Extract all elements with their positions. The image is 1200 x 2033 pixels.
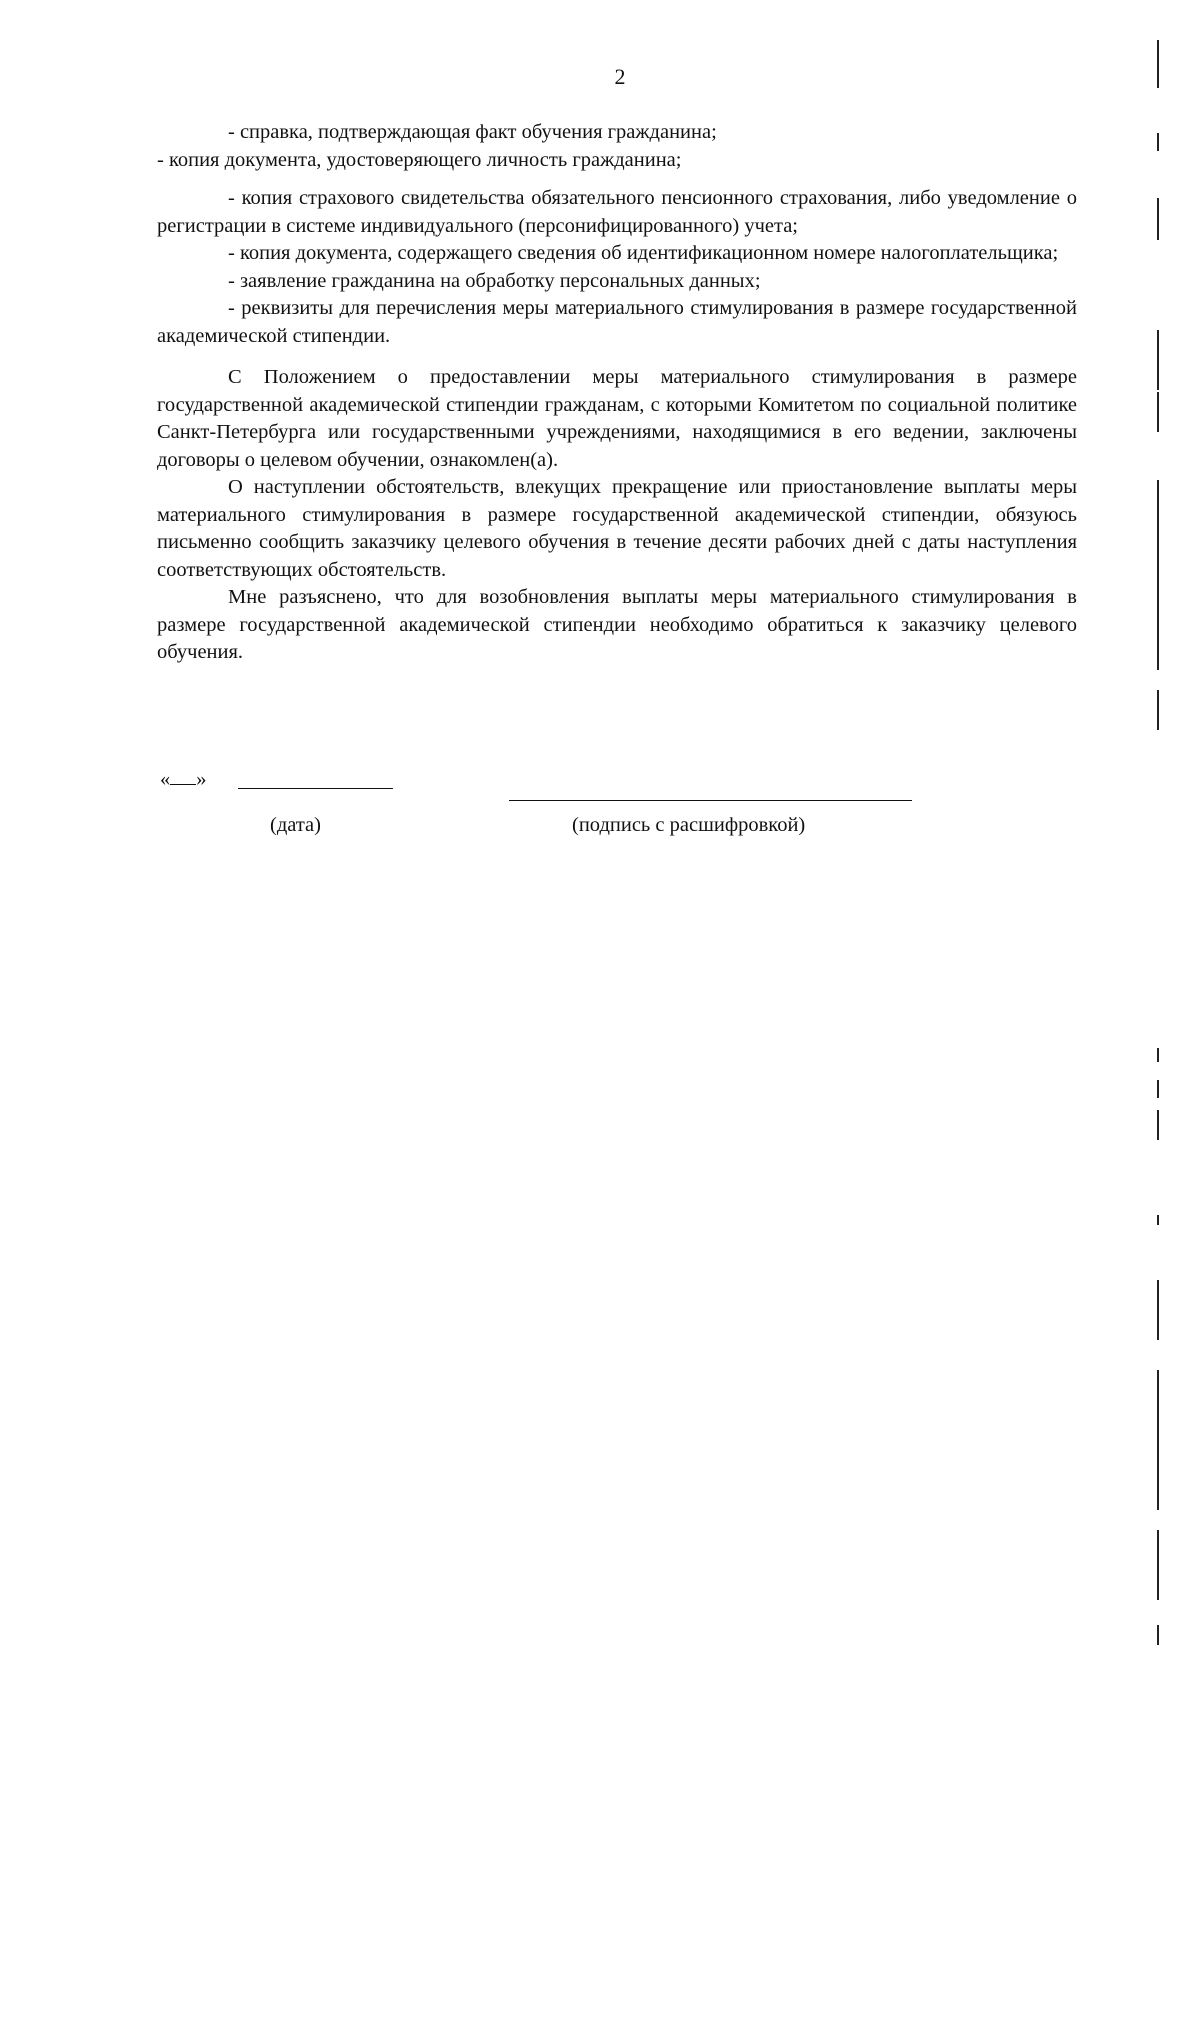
paragraph-acknowledgement: С Положением о предоставлении меры материального стимулирования в размере государственной академической стипендии гражданам, с которыми Комитетом по социальной политике Санкт-Петербурга или государственными учреждениями, находящимися в его ведении, заключены договоры о целевом обучении, ознакомлен(а). [157, 366, 1077, 471]
date-caption: (дата) [270, 814, 321, 836]
list-item-identity-document: - копия документа, удостоверяющего личность гражданина; [157, 148, 682, 171]
close-quote: » [196, 768, 207, 790]
scan-mark [1157, 1280, 1159, 1340]
paragraph-explanation: Мне разъяснено, что для возобновления выплаты меры материального стимулирования в размере государственной академической стипендии необходимо обратиться к заказчику целевого обучения. [157, 586, 1077, 663]
day-blank [170, 766, 196, 785]
signature-block [0, 766, 1200, 846]
scan-mark [1157, 1370, 1159, 1510]
open-quote: « [160, 768, 171, 790]
list-item-bank-details: - реквизиты для перечисления меры материального стимулирования в размере государственной академической стипендии. [157, 297, 1077, 347]
scan-mark [1157, 198, 1159, 240]
page-number: 2 [614, 64, 626, 89]
scan-margin-artifacts [1155, 0, 1163, 2033]
scan-mark [1157, 1530, 1159, 1600]
scan-mark [1157, 1048, 1159, 1062]
document-body [157, 119, 1077, 667]
scan-mark [1157, 330, 1159, 390]
signature-caption: (подпись с расшифровкой) [572, 814, 806, 836]
signature-line [509, 800, 912, 801]
date-month-line [238, 788, 393, 789]
list-item-personal-data-consent: - заявление гражданина на обработку персональных данных; [228, 269, 761, 292]
scan-mark [1157, 133, 1159, 151]
list-item-study-certificate: - справка, подтверждающая факт обучения гражданина; [228, 121, 717, 143]
spacer [157, 350, 1077, 364]
scan-mark [1157, 392, 1159, 432]
scan-mark [1157, 1625, 1159, 1645]
spacer [157, 174, 1077, 185]
scan-mark [1157, 1080, 1159, 1098]
scan-mark [1157, 1215, 1159, 1225]
date-day-field [160, 766, 207, 791]
scan-mark [1157, 480, 1159, 670]
list-item-tax-number: - копия документа, содержащего сведения об идентификационном номере налогоплательщика; [228, 242, 1059, 264]
paragraph-obligation: О наступлении обстоятельств, влекущих прекращение или приостановление выплаты меры материального стимулирования в размере государственной академической стипендии, обязуюсь письменно сообщить заказчику целевого обучения в течение десяти рабочих дней с даты наступления соответствующих обстоятельств. [157, 476, 1077, 581]
scan-mark [1157, 690, 1159, 730]
scan-mark [1157, 1110, 1159, 1140]
list-item-pension-certificate: - копия страхового свидетельства обязательного пенсионного страхования, либо уведомление о регистрации в системе индивидуального (персонифицированного) учета; [157, 187, 1077, 237]
scan-mark [1157, 40, 1159, 88]
